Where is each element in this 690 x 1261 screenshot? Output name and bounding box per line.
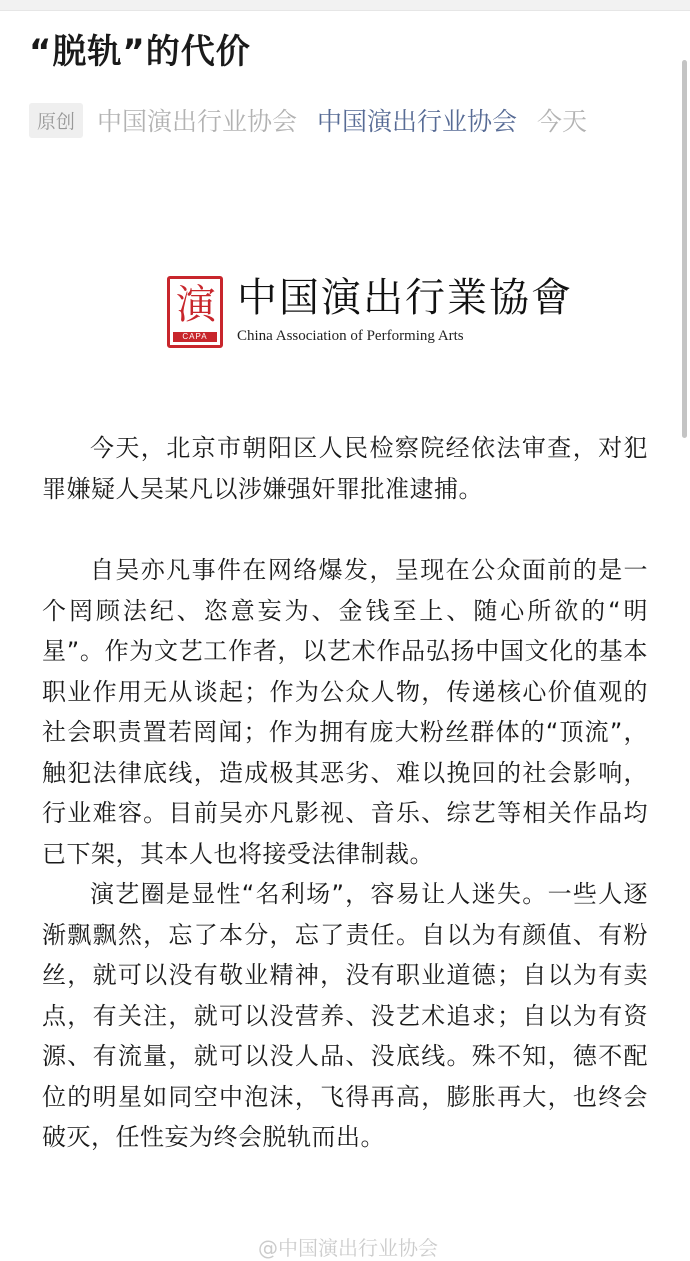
seal-strip: CAPA (173, 332, 217, 342)
capa-logo (167, 270, 573, 354)
author-name: 中国演出行业协会 (97, 107, 298, 136)
paragraph-1: 今天，北京市朝阳区人民检察院经依法审查，对犯罪嫌疑人吴某凡以涉嫌强奸罪批准逮捕。 (42, 434, 648, 503)
logo-name-cn: 中国演出行業協會 (237, 275, 573, 321)
logo-name-en: China Association of Performing Arts (237, 328, 464, 344)
publish-date: 今天 (537, 107, 588, 136)
paragraph-2: 自吴亦凡事件在网络爆发，呈现在公众面前的是一个罔顾法纪、恣意妄为、金钱至上、随心所欲的“明星”。作为文艺工作者，以艺术作品弘扬中国文化的基本职业作用无从谈起；作为公众人物，传递核心价值观的社会职责置若罔闻；作为拥有庞大粉丝群体的“顶流”，触犯法律底线，造成极其恶劣、难以挽回的社会影响，行业难容。目前吴亦凡影视、音乐、综艺等相关作品均已下架，其本人也将接受法律制裁。 (42, 556, 648, 868)
watermark: @中国演出行业协会 (258, 1236, 438, 1260)
article-meta (29, 100, 587, 140)
paragraph-3: 演艺圈是显性“名利场”，容易让人迷失。一些人逐渐飘飘然，忘了本分，忘了责任。自以为有颜值、有粉丝，就可以没有敬业精神，没有职业道德；自以为有卖点，有关注，就可以没营养、没艺术追求；自以为有资源、有流量，就可以没人品、没底线。殊不知，德不配位的明星如同空中泡沫，飞得再高，膨胀再大，也终会破灭，任性妄为终会脱轨而出。 (42, 880, 648, 1151)
article-body (42, 428, 648, 1158)
article-title: “脱轨”的代价 (29, 32, 251, 72)
scrollbar-thumb[interactable] (682, 60, 687, 438)
seal-icon (167, 276, 223, 348)
account-link[interactable]: 中国演出行业协会 (317, 107, 518, 136)
seal-char: 演 (176, 282, 216, 328)
original-badge: 原创 (29, 103, 83, 138)
top-bar (0, 0, 690, 11)
